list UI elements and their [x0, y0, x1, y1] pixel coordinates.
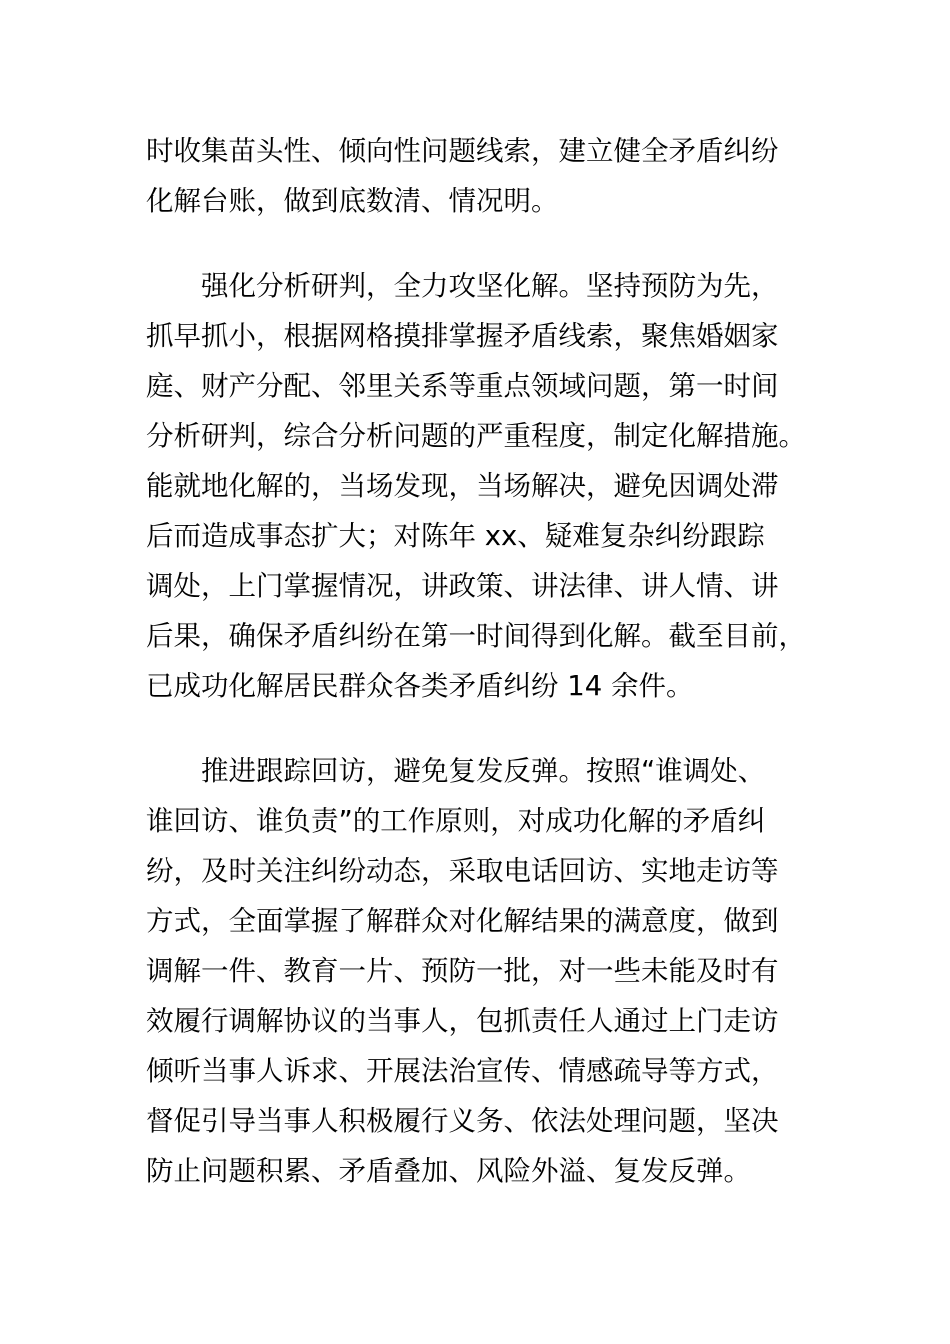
text-line: 督促引导当事人积极履行义务、依法处理问题，坚决 [146, 1105, 779, 1137]
text-line: 防止问题积累、矛盾叠加、风险外溢、复发反弹。 [146, 1155, 751, 1187]
text-line: 纷，及时关注纠纷动态，采取电话回访、实地走访等 [146, 855, 779, 887]
text-line: 抓早抓小，根据网格摸排掌握矛盾线索，聚焦婚姻家 [146, 320, 779, 352]
text-line: 推进跟踪回访，避免复发反弹。按照“谁调处、 [201, 755, 766, 787]
text-line: 调解一件、教育一片、预防一批，对一些未能及时有 [146, 955, 779, 987]
text-line: 分析研判，综合分析问题的严重程度，制定化解措施。 [146, 420, 806, 452]
text-line: 能就地化解的，当场发现，当场解决，避免因调处滞 [146, 470, 779, 502]
text-line: 已成功化解居民群众各类矛盾纠纷 14 余件。 [146, 670, 694, 702]
text-line: 庭、财产分配、邻里关系等重点领域问题，第一时间 [146, 370, 779, 402]
text-line: 调处，上门掌握情况，讲政策、讲法律、讲人情、讲 [146, 570, 779, 602]
text-line: 倾听当事人诉求、开展法治宣传、情感疏导等方式， [146, 1055, 779, 1087]
text-line: 后而造成事态扩大；对陈年 xx、疑难复杂纠纷跟踪 [146, 520, 765, 552]
text-line: 化解台账，做到底数清、情况明。 [146, 185, 559, 217]
text-line: 时收集苗头性、倾向性问题线索，建立健全矛盾纠纷 [146, 135, 779, 167]
text-line: 谁回访、谁负责”的工作原则，对成功化解的矛盾纠 [146, 805, 766, 837]
text-line: 后果，确保矛盾纠纷在第一时间得到化解。截至目前， [146, 620, 806, 652]
text-line: 方式，全面掌握了解群众对化解结果的满意度，做到 [146, 905, 779, 937]
text-line: 效履行调解协议的当事人，包抓责任人通过上门走访 [146, 1005, 779, 1037]
text-line: 强化分析研判，全力攻坚化解。坚持预防为先， [201, 270, 779, 302]
